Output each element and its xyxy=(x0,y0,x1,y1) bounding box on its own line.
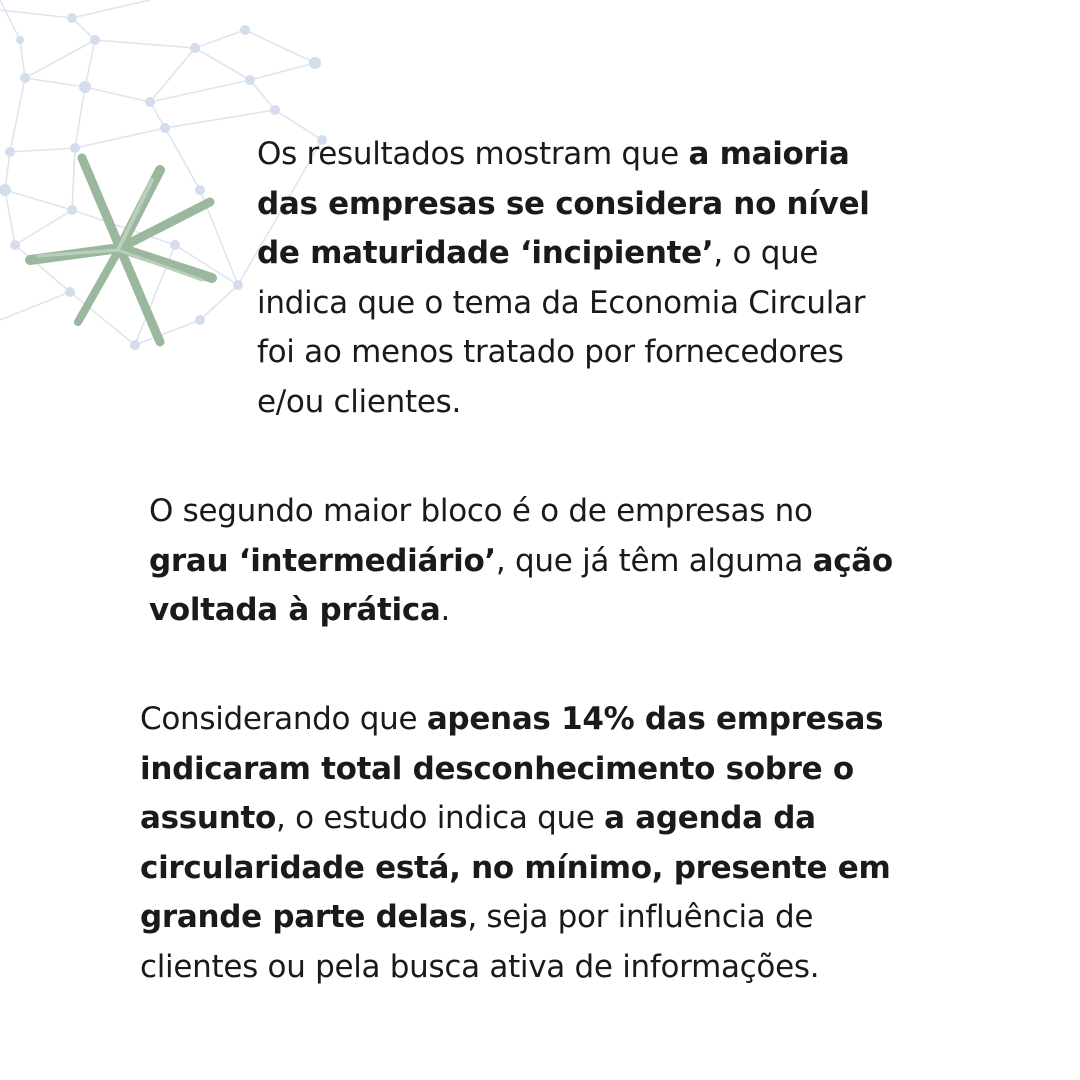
paragraph-maturity-incipient xyxy=(257,130,957,427)
text-line: grau ‘intermediário’, que já têm alguma ação xyxy=(149,542,893,579)
paragraph-intermediate-grade xyxy=(149,487,959,636)
paragraph-circularity-agenda xyxy=(140,695,960,992)
text-line: O segundo maior bloco é o de empresas no xyxy=(149,493,813,529)
text-line: grande parte delas, seja por influência de xyxy=(140,899,814,935)
text-line: foi ao menos tratado por fornecedores xyxy=(257,334,844,370)
text-line: voltada à prática. xyxy=(149,592,451,628)
text-line: Os resultados mostram que a maioria xyxy=(257,136,850,172)
text-line: Considerando que apenas 14% das empresas xyxy=(140,701,884,737)
text-line: circularidade está, no mínimo, presente em xyxy=(140,849,891,886)
text-line: assunto, o estudo indica que a agenda da xyxy=(140,800,816,836)
text-line: indica que o tema da Economia Circular xyxy=(257,284,866,321)
text-line: das empresas se considera no nível xyxy=(257,185,870,222)
text-line: clientes ou pela busca ativa de informações. xyxy=(140,948,820,985)
text-line: e/ou clientes. xyxy=(257,383,462,420)
text-line: de maturidade ‘incipiente’, o que xyxy=(257,235,819,271)
text-line: indicaram total desconhecimento sobre o xyxy=(140,750,854,787)
brush-asterisk-icon xyxy=(20,150,220,350)
